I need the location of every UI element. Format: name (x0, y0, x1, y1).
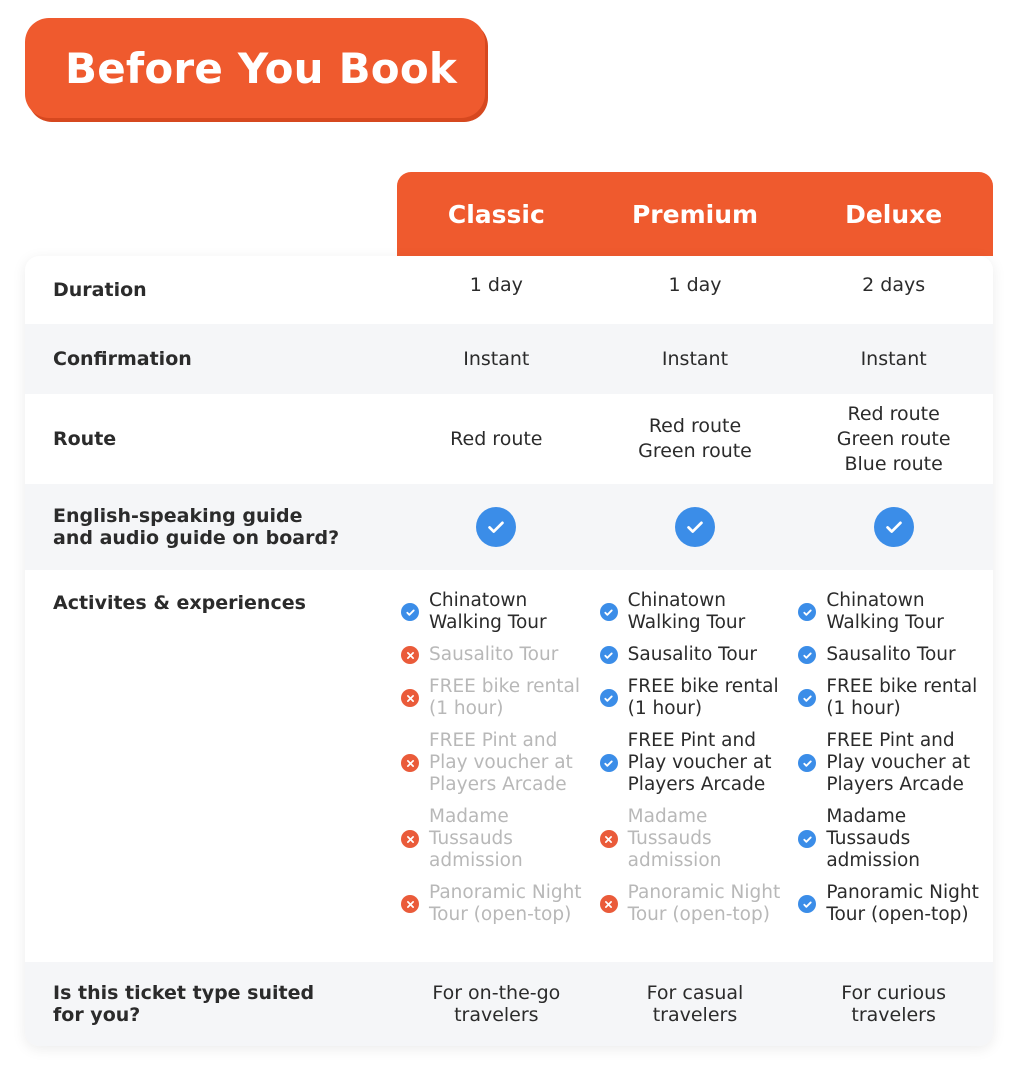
row-label-line: English-speaking guide (53, 505, 303, 527)
activities-classic (397, 570, 596, 962)
activity-label: FREE Pint and Play voucher at Players Arcade (429, 730, 573, 795)
row-duration (25, 256, 993, 324)
activity-label: Sausalito Tour (627, 644, 757, 665)
row-label (25, 962, 397, 1046)
cell-deluxe (794, 484, 993, 570)
activity-label: Sausalito Tour (429, 644, 559, 665)
cell-deluxe (794, 962, 993, 1046)
row-confirmation (25, 324, 993, 394)
activity-label: FREE bike rental (1 hour) (429, 676, 580, 719)
cell-classic (397, 484, 596, 570)
activity-item (401, 590, 596, 634)
check-circle-icon (798, 603, 816, 621)
row-label (25, 484, 397, 570)
route-line: Green route (836, 427, 951, 450)
activity-item (600, 882, 795, 926)
cross-circle-icon (401, 895, 419, 913)
cell-classic (397, 962, 596, 1046)
activity-item (798, 882, 993, 926)
activity-item (401, 644, 596, 666)
suited-line: For casual (646, 982, 744, 1004)
check-circle-icon (798, 895, 816, 913)
check-circle-icon (798, 646, 816, 664)
suited-line: travelers (454, 1004, 539, 1026)
activity-label: Madame Tussauds admission (429, 806, 523, 871)
check-circle-icon (874, 507, 914, 547)
activity-item (798, 730, 993, 796)
activity-label: FREE Pint and Play voucher at Players Arcade (826, 730, 971, 795)
suited-line: travelers (652, 1004, 738, 1026)
cell-classic (397, 394, 596, 484)
activity-item (600, 806, 795, 872)
activity-item (600, 730, 795, 796)
check-circle-icon (798, 754, 816, 772)
row-label-line: and audio guide on board? (53, 527, 340, 549)
cross-circle-icon (600, 830, 618, 848)
page-title: Before You Book (65, 43, 458, 93)
activities-premium (596, 570, 795, 962)
row-label: Activites & experiences (53, 592, 306, 614)
cross-circle-icon (401, 646, 419, 664)
suited-line: For on-the-go (432, 982, 561, 1004)
cell-deluxe: Instant (860, 347, 927, 370)
check-circle-icon (798, 830, 816, 848)
check-circle-icon (600, 689, 618, 707)
activity-label: Madame Tussauds admission (627, 806, 722, 871)
route-line: Green route (638, 440, 752, 462)
check-circle-icon (401, 603, 419, 621)
activity-item (798, 644, 993, 666)
suited-line: For curious (841, 982, 947, 1004)
row-suited (25, 962, 993, 1046)
cell-premium (596, 962, 795, 1046)
cross-circle-icon (401, 754, 419, 772)
activity-label: Panoramic Night Tour (open-top) (826, 882, 979, 925)
plan-header (397, 172, 993, 256)
row-label: Duration (53, 279, 147, 301)
row-label-line: for you? (53, 1004, 141, 1026)
cell-classic: Instant (463, 347, 530, 370)
plan-classic: Classic (447, 199, 545, 229)
activity-item (798, 676, 993, 720)
activity-label: Chinatown Walking Tour (627, 590, 746, 633)
activity-label: Panoramic Night Tour (open-top) (627, 882, 781, 925)
activity-item (798, 806, 993, 872)
check-circle-icon (600, 754, 618, 772)
route-line: Blue route (844, 452, 943, 475)
plan-deluxe: Deluxe (845, 199, 943, 229)
activity-label: Sausalito Tour (826, 644, 956, 665)
check-circle-icon (600, 603, 618, 621)
row-label: Route (53, 428, 117, 450)
activity-item (600, 644, 795, 666)
activity-item (798, 590, 993, 634)
row-guide (25, 484, 993, 570)
activity-item (600, 590, 795, 634)
cell-deluxe: 2 days (862, 274, 926, 296)
check-circle-icon (476, 507, 516, 547)
activity-label: FREE Pint and Play voucher at Players Arcade (627, 730, 772, 795)
cross-circle-icon (401, 689, 419, 707)
activity-item (401, 882, 596, 926)
activity-label: Chinatown Walking Tour (429, 590, 547, 633)
cross-circle-icon (401, 830, 419, 848)
activity-label: FREE bike rental (1 hour) (627, 676, 779, 719)
check-circle-icon (675, 507, 715, 547)
route-line: Red route (450, 427, 543, 450)
check-circle-icon (798, 689, 816, 707)
activity-item (600, 676, 795, 720)
activity-label: Chinatown Walking Tour (826, 590, 944, 633)
row-label: Confirmation (53, 348, 192, 370)
comparison-table (25, 256, 993, 1046)
check-circle-icon (600, 646, 618, 664)
cell-deluxe (794, 394, 993, 484)
route-line: Red route (847, 402, 940, 425)
cell-premium: Instant (661, 347, 729, 370)
activity-item (401, 676, 596, 720)
cell-premium (596, 394, 795, 484)
cell-classic: 1 day (469, 274, 523, 296)
activity-label: FREE bike rental (1 hour) (826, 676, 978, 719)
cell-premium (596, 484, 795, 570)
activities-deluxe (794, 570, 993, 962)
title-banner (25, 18, 485, 118)
row-route (25, 394, 993, 484)
row-label-line: Is this ticket type suited (53, 982, 315, 1004)
cross-circle-icon (600, 895, 618, 913)
route-line: Red route (648, 415, 742, 437)
activity-label: Panoramic Night Tour (open-top) (429, 882, 582, 925)
activity-item (401, 806, 596, 872)
row-activities (25, 570, 993, 962)
plan-premium: Premium (631, 199, 759, 229)
cell-premium: 1 day (668, 274, 722, 296)
activity-item (401, 730, 596, 796)
activity-label: Madame Tussauds admission (826, 806, 921, 871)
suited-line: travelers (851, 1004, 936, 1026)
